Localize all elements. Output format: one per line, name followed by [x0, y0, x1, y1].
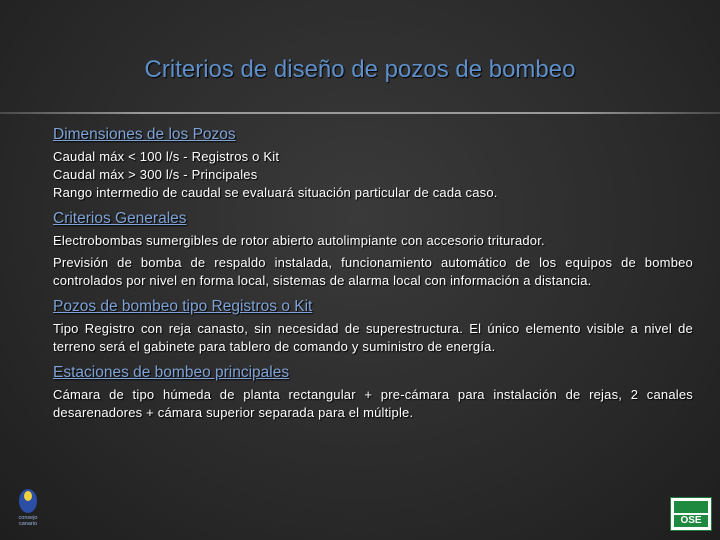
- estaciones-paragraph: Cámara de tipo húmeda de planta rectangular + pre-cámara para instalación de rejas, 2 canales desarenadores + cámara superior separada para el múltiple.: [53, 387, 693, 420]
- dimensiones-line-3: Rango intermedio de caudal se evaluará situación particular de cada caso.: [53, 185, 498, 200]
- consejo-logo: [11, 487, 45, 531]
- consejo-logo-text: consejo canario: [18, 515, 38, 527]
- section-heading-registros: Pozos de bombeo tipo Registros o Kit: [53, 298, 313, 315]
- registros-paragraph: Tipo Registro con reja canasto, sin necesidad de superestructura. El único elemento visible a nivel de terreno será el gabinete para tablero de comando y suministro de energía.: [53, 321, 693, 354]
- slide-content: [53, 126, 693, 426]
- section-heading-estaciones: Estaciones de bombeo principales: [53, 364, 290, 381]
- title-divider: [0, 112, 720, 114]
- dimensiones-line-1: Caudal máx < 100 l/s - Registros o Kit: [53, 149, 280, 164]
- dimensiones-line-2: Caudal máx > 300 l/s - Principales: [53, 167, 258, 182]
- ose-logo-text: OSE: [674, 515, 708, 527]
- criterios-paragraph-1: Electrobombas sumergibles de rotor abierto autolimpiante con accesorio triturador.: [53, 233, 545, 248]
- section-heading-criterios: Criterios Generales: [53, 210, 187, 227]
- criterios-paragraph-2: Previsión de bomba de respaldo instalada, funcionamiento automático de los equipos de bombeo controlados por nivel en forma local, sistemas de alarma local con información a distancia.: [53, 255, 693, 288]
- section-heading-dimensiones: Dimensiones de los Pozos: [53, 126, 236, 143]
- slide-title: Criterios de diseño de pozos de bombeo: [144, 56, 576, 83]
- ose-logo: [670, 497, 712, 531]
